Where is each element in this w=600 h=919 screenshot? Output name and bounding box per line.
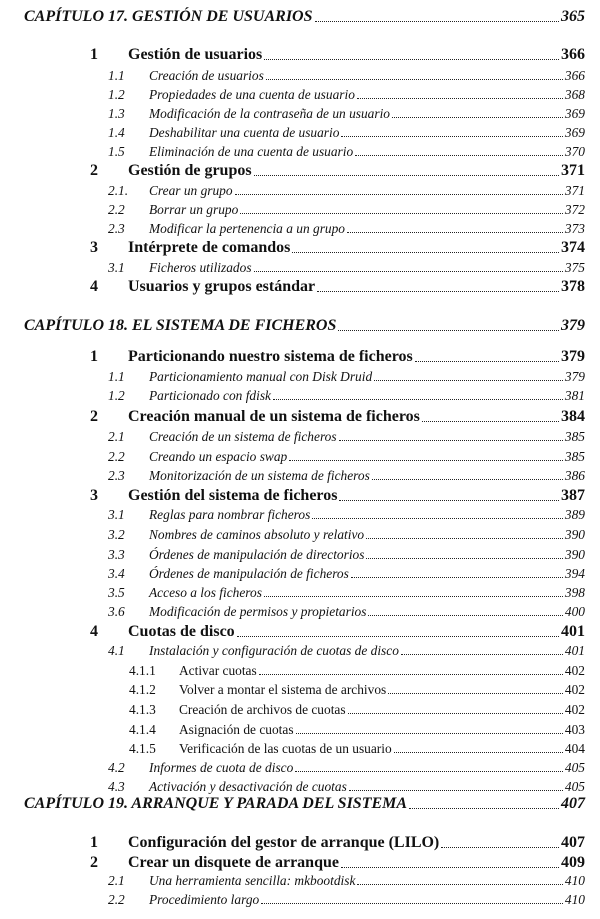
toc-entry-page-number: 394 <box>564 566 585 581</box>
toc-entry-page-number: 369 <box>564 125 585 140</box>
toc-entry-number: 2.3 <box>108 468 125 483</box>
toc-entry-sub <box>108 779 585 795</box>
toc-entry-sub <box>108 388 585 404</box>
toc-entry-page-number: 368 <box>564 87 585 102</box>
toc-entry-sub <box>108 566 585 582</box>
toc-entry-page-number: 372 <box>564 202 585 217</box>
toc-entry-number: 3.2 <box>108 527 125 542</box>
toc-entry-page-number: 366 <box>564 68 585 83</box>
toc-entry-title: Volver a montar el sistema de archivos <box>179 682 387 697</box>
toc-entry-title: Instalación y configuración de cuotas de disco <box>149 643 399 658</box>
toc-entry-sub <box>108 892 585 908</box>
toc-entry-title: Asignación de cuotas <box>179 722 294 737</box>
dot-leader <box>312 518 563 519</box>
toc-entry-sub <box>108 604 585 620</box>
toc-entry-page-number: 381 <box>564 388 585 403</box>
toc-entry-number: 1 <box>90 834 98 851</box>
toc-entry-title: Deshabilitar una cuenta de usuario <box>149 125 340 140</box>
toc-entry-number: 4.1.3 <box>129 702 156 717</box>
dot-leader <box>347 232 563 233</box>
toc-entry-number: 3.1 <box>108 260 125 275</box>
toc-entry-sub <box>108 468 585 484</box>
toc-entry-number: 3 <box>90 239 98 256</box>
toc-entry-title: Crear un disquete de arranque <box>128 854 339 871</box>
toc-entry-number: 2 <box>90 408 98 425</box>
toc-entry-chap <box>24 317 585 335</box>
toc-entry-page-number: 385 <box>564 429 585 444</box>
toc-entry-number: 4.1.4 <box>129 722 156 737</box>
toc-entry-sec <box>90 408 585 426</box>
toc-entry-page-number: 370 <box>564 144 585 159</box>
dot-leader <box>317 291 559 292</box>
toc-entry-sub <box>108 260 585 276</box>
toc-entry-number: 1.2 <box>108 87 125 102</box>
dot-leader <box>338 330 559 331</box>
dot-leader <box>366 538 563 539</box>
toc-entry-sub <box>108 87 585 103</box>
dot-leader <box>372 479 563 480</box>
toc-entry-sub <box>108 643 585 659</box>
toc-entry-sub <box>108 125 585 141</box>
toc-entry-sec <box>90 623 585 641</box>
toc-entry-number: 4 <box>90 278 98 295</box>
dot-leader <box>366 558 562 559</box>
toc-entry-sub <box>108 760 585 776</box>
toc-entry-number: 3.6 <box>108 604 125 619</box>
toc-entry-title: Gestión de grupos <box>128 162 252 179</box>
toc-entry-number: 1.1 <box>108 68 125 83</box>
toc-entry-page-number: 379 <box>561 348 585 365</box>
toc-entry-number: 4 <box>90 623 98 640</box>
dot-leader <box>254 271 563 272</box>
toc-entry-sec <box>90 239 585 257</box>
dot-leader <box>368 615 562 616</box>
toc-entry-subsub <box>129 682 585 698</box>
dot-leader <box>409 808 559 809</box>
toc-entry-page-number: 390 <box>564 527 585 542</box>
toc-entry-title: Configuración del gestor de arranque (LILO) <box>128 834 440 851</box>
toc-entry-title: Gestión de usuarios <box>128 46 263 63</box>
toc-entry-sub <box>108 144 585 160</box>
toc-entry-sub <box>108 585 585 601</box>
dot-leader <box>422 421 559 422</box>
toc-entry-page-number: 384 <box>561 408 585 425</box>
dot-leader <box>355 155 563 156</box>
toc-entry-page-number: 374 <box>561 239 585 256</box>
toc-entry-sub <box>108 527 585 543</box>
toc-entry-title: Reglas para nombrar ficheros <box>149 507 311 522</box>
toc-entry-page-number: 401 <box>561 623 585 640</box>
toc-entry-page-number: 385 <box>564 449 585 464</box>
dot-leader <box>357 98 563 99</box>
toc-entry-sec <box>90 348 585 366</box>
toc-entry-title: Modificar la pertenencia a un grupo <box>149 221 345 236</box>
dot-leader <box>240 213 563 214</box>
toc-entry-sec <box>90 487 585 505</box>
toc-entry-title: Una herramienta sencilla: mkbootdisk <box>149 873 356 888</box>
dot-leader <box>237 636 559 637</box>
dot-leader <box>339 440 563 441</box>
dot-leader <box>394 752 563 753</box>
toc-entry-subsub <box>129 741 585 757</box>
toc-entry-number: 2.1. <box>108 183 129 198</box>
toc-entry-title: Informes de cuota de disco <box>149 760 294 775</box>
toc-entry-chap <box>24 795 585 813</box>
toc-entry-number: 3.4 <box>108 566 125 581</box>
toc-entry-title: CAPÍTULO 18. EL SISTEMA DE FICHEROS <box>24 317 337 334</box>
toc-entry-page-number: 401 <box>564 643 585 658</box>
dot-leader <box>348 713 563 714</box>
toc-entry-title: Crear un grupo <box>149 183 233 198</box>
toc-entry-page-number: 402 <box>564 663 585 678</box>
toc-entry-page-number: 373 <box>564 221 585 236</box>
toc-entry-number: 4.1.1 <box>129 663 156 678</box>
dot-leader <box>374 380 563 381</box>
toc-entry-number: 1.5 <box>108 144 125 159</box>
toc-entry-page-number: 390 <box>564 547 585 562</box>
toc-entry-title: Borrar un grupo <box>149 202 239 217</box>
toc-entry-sub <box>108 449 585 465</box>
toc-entry-subsub <box>129 702 585 718</box>
toc-entry-number: 4.2 <box>108 760 125 775</box>
dot-leader <box>292 252 559 253</box>
dot-leader <box>273 399 563 400</box>
toc-entry-page-number: 402 <box>564 682 585 697</box>
dot-leader <box>351 577 563 578</box>
toc-entry-number: 3.3 <box>108 547 125 562</box>
toc-entry-number: 3 <box>90 487 98 504</box>
toc-entry-title: Activación y desactivación de cuotas <box>149 779 347 794</box>
toc-entry-page-number: 371 <box>561 162 585 179</box>
toc-entry-title: Activar cuotas <box>179 663 257 678</box>
dot-leader <box>235 194 563 195</box>
dot-leader <box>296 733 563 734</box>
toc-entry-number: 4.1 <box>108 643 125 658</box>
toc-entry-page-number: 403 <box>564 722 585 737</box>
toc-entry-title: Particionamiento manual con Disk Druid <box>149 369 373 384</box>
toc-entry-title: Creación de un sistema de ficheros <box>149 429 337 444</box>
dot-leader <box>441 847 559 848</box>
toc-entry-title: Nombres de caminos absoluto y relativo <box>149 527 365 542</box>
toc-entry-number: 2.3 <box>108 221 125 236</box>
toc-entry-number: 2.1 <box>108 429 125 444</box>
toc-entry-title: Particionado con fdisk <box>149 388 271 403</box>
toc-entry-sub <box>108 106 585 122</box>
dot-leader <box>401 654 563 655</box>
toc-entry-title: Creación manual de un sistema de ficheros <box>128 408 420 425</box>
toc-entry-sub <box>108 507 585 523</box>
toc-entry-title: Gestión del sistema de ficheros <box>128 487 338 504</box>
toc-entry-number: 3.5 <box>108 585 125 600</box>
dot-leader <box>289 460 563 461</box>
toc-entry-page-number: 400 <box>564 604 585 619</box>
toc-entry-subsub <box>129 722 585 738</box>
toc-entry-sub <box>108 873 585 889</box>
dot-leader <box>261 903 563 904</box>
toc-entry-title: Creación de archivos de cuotas <box>179 702 346 717</box>
dot-leader <box>415 361 559 362</box>
toc-entry-sub <box>108 68 585 84</box>
toc-entry-page-number: 375 <box>564 260 585 275</box>
toc-entry-number: 1 <box>90 46 98 63</box>
toc-entry-title: Monitorización de un sistema de ficheros <box>149 468 370 483</box>
toc-entry-sub <box>108 429 585 445</box>
toc-entry-number: 2.2 <box>108 449 125 464</box>
toc-entry-number: 2.1 <box>108 873 125 888</box>
toc-entry-title: Modificación de permisos y propietarios <box>149 604 367 619</box>
toc-entry-sec <box>90 46 585 64</box>
dot-leader <box>264 596 563 597</box>
toc-entry-sub <box>108 369 585 385</box>
toc-entry-sub <box>108 183 585 199</box>
toc-entry-title: Creación de usuarios <box>149 68 264 83</box>
toc-entry-page-number: 409 <box>561 854 585 871</box>
toc-entry-page-number: 371 <box>564 183 585 198</box>
toc-entry-title: Verificación de las cuotas de un usuario <box>179 741 392 756</box>
toc-entry-sec <box>90 834 585 852</box>
toc-entry-number: 1.3 <box>108 106 125 121</box>
toc-entry-number: 2.2 <box>108 892 125 907</box>
dot-leader <box>357 884 563 885</box>
dot-leader <box>341 136 562 137</box>
dot-leader <box>315 21 560 22</box>
toc-entry-chap <box>24 8 585 26</box>
toc-entry-sub <box>108 202 585 218</box>
dot-leader <box>264 59 559 60</box>
toc-entry-subsub <box>129 663 585 679</box>
toc-entry-page-number: 389 <box>564 507 585 522</box>
toc-entry-title: Modificación de la contraseña de un usuario <box>149 106 390 121</box>
toc-entry-number: 3.1 <box>108 507 125 522</box>
toc-entry-number: 1.1 <box>108 369 125 384</box>
toc-entry-page-number: 410 <box>564 892 585 907</box>
toc-entry-sub <box>108 547 585 563</box>
toc-entry-number: 1 <box>90 348 98 365</box>
toc-entry-page-number: 398 <box>564 585 585 600</box>
toc-entry-number: 4.1.2 <box>129 682 156 697</box>
toc-entry-page-number: 366 <box>561 46 585 63</box>
toc-entry-page-number: 379 <box>561 317 585 334</box>
toc-entry-title: CAPÍTULO 17. GESTIÓN DE USUARIOS <box>24 8 313 25</box>
toc-entry-page-number: 369 <box>564 106 585 121</box>
toc-entry-title: Creando un espacio swap <box>149 449 288 464</box>
dot-leader <box>259 674 563 675</box>
dot-leader <box>341 867 559 868</box>
toc-entry-number: 1.4 <box>108 125 125 140</box>
toc-entry-number: 2 <box>90 162 98 179</box>
toc-entry-page-number: 387 <box>561 487 585 504</box>
toc-entry-sec <box>90 854 585 872</box>
toc-entry-title: Propiedades de una cuenta de usuario <box>149 87 355 102</box>
toc-entry-number: 4.3 <box>108 779 125 794</box>
toc-entry-number: 1.2 <box>108 388 125 403</box>
dot-leader <box>388 693 563 694</box>
toc-entry-page-number: 386 <box>564 468 585 483</box>
dot-leader <box>254 175 559 176</box>
toc-entry-title: Órdenes de manipulación de ficheros <box>149 566 349 581</box>
toc-entry-title: Ficheros utilizados <box>149 260 252 275</box>
toc-entry-page-number: 378 <box>561 278 585 295</box>
toc-entry-number: 2 <box>90 854 98 871</box>
dot-leader <box>392 117 563 118</box>
toc-entry-page-number: 379 <box>564 369 585 384</box>
toc-entry-page-number: 365 <box>561 8 585 25</box>
dot-leader <box>349 790 563 791</box>
dot-leader <box>266 79 563 80</box>
toc-entry-page-number: 410 <box>564 873 585 888</box>
toc-entry-page-number: 404 <box>564 741 585 756</box>
dot-leader <box>339 500 559 501</box>
toc-entry-title: Órdenes de manipulación de directorios <box>149 547 365 562</box>
toc-entry-page-number: 402 <box>564 702 585 717</box>
toc-entry-page-number: 405 <box>564 779 585 794</box>
toc-entry-sub <box>108 221 585 237</box>
toc-entry-title: Eliminación de una cuenta de usuario <box>149 144 354 159</box>
toc-entry-title: Particionando nuestro sistema de ficheros <box>128 348 413 365</box>
toc-entry-title: Acceso a los ficheros <box>149 585 262 600</box>
toc-entry-title: Intérprete de comandos <box>128 239 291 256</box>
toc-entry-page-number: 407 <box>561 795 585 812</box>
toc-entry-title: Cuotas de disco <box>128 623 235 640</box>
toc-entry-sec <box>90 278 585 296</box>
toc-entry-title: Usuarios y grupos estándar <box>128 278 316 295</box>
toc-entry-title: Procedimiento largo <box>149 892 260 907</box>
toc-entry-page-number: 407 <box>561 834 585 851</box>
toc-entry-number: 4.1.5 <box>129 741 156 756</box>
toc-entry-number: 2.2 <box>108 202 125 217</box>
dot-leader <box>295 771 563 772</box>
toc-entry-page-number: 405 <box>564 760 585 775</box>
toc-entry-title: CAPÍTULO 19. ARRANQUE Y PARADA DEL SISTEMA <box>24 795 408 812</box>
toc-entry-sec <box>90 162 585 180</box>
